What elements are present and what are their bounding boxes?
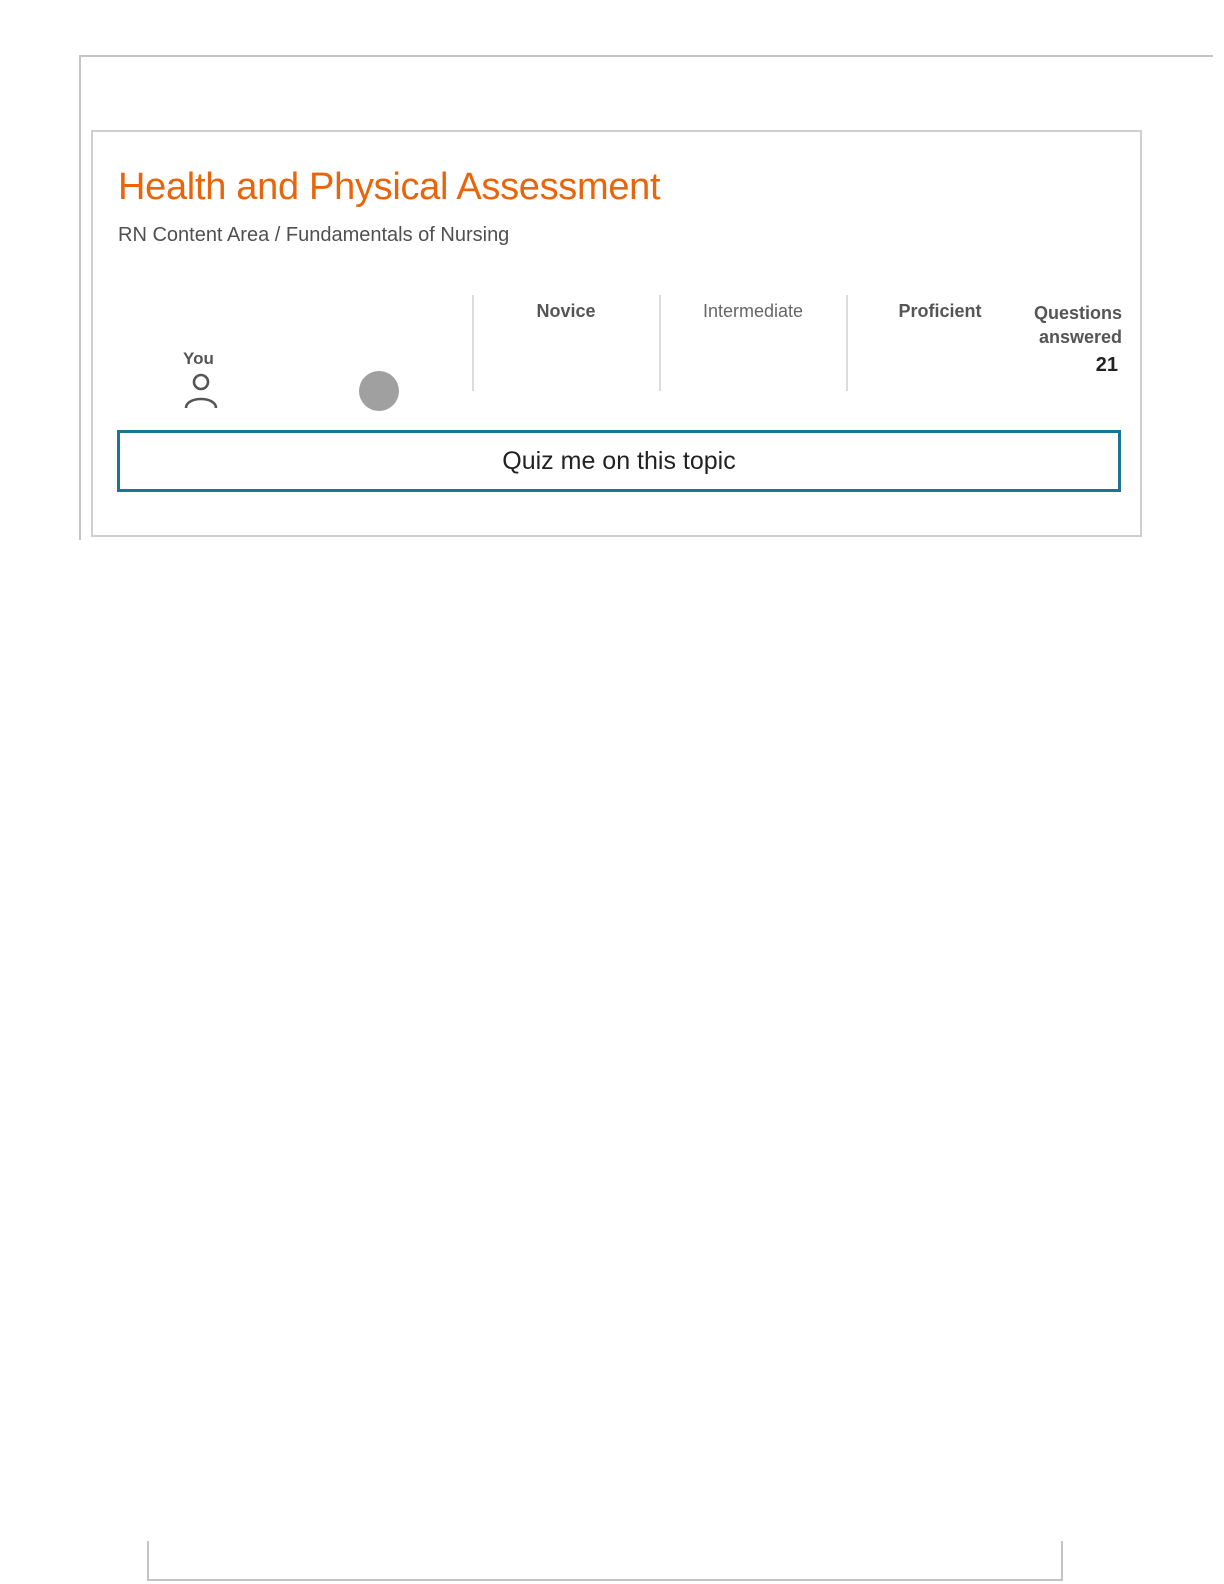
level-intermediate: Intermediate <box>702 301 804 321</box>
topic-breadcrumb: RN Content Area / Fundamentals of Nursing <box>118 224 510 246</box>
footer-bracket <box>147 1541 1063 1581</box>
progress-dot <box>359 371 399 411</box>
level-proficient: Proficient <box>898 301 982 321</box>
person-icon <box>183 372 219 410</box>
topic-card <box>91 130 1142 537</box>
questions-answered-value: 21 <box>1095 354 1118 376</box>
you-label: You <box>183 349 214 368</box>
topic-title: Health and Physical Assessment <box>118 166 661 208</box>
frame-left-border <box>79 55 81 540</box>
quiz-me-button[interactable] <box>117 430 1121 492</box>
questions-answered-label: Questions answered <box>1033 303 1122 347</box>
level-novice: Novice <box>536 301 596 321</box>
quiz-me-button-label: Quiz me on this topic <box>502 446 736 475</box>
frame-top-border <box>79 55 1213 57</box>
